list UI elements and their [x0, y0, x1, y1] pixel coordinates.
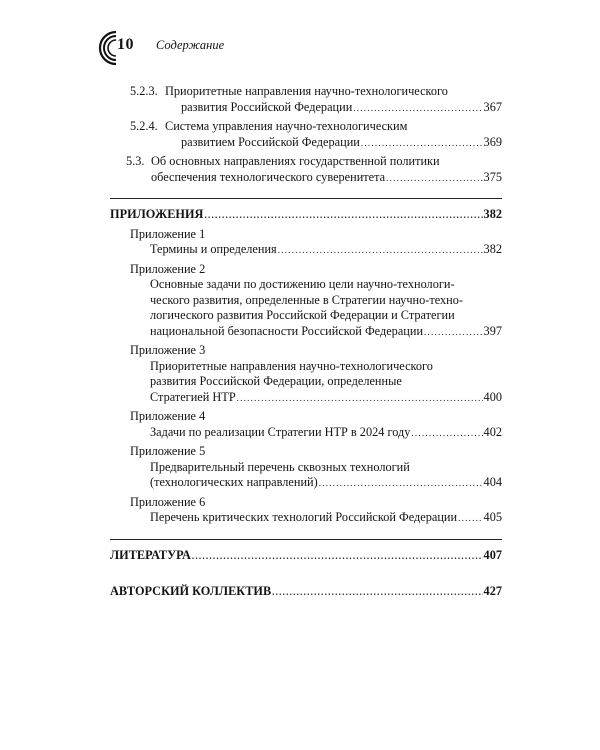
toc-entry-5-2-3[interactable]: [110, 84, 502, 116]
toc-page-number: 407: [483, 547, 502, 562]
toc-entry-text: Основные задачи по достижению цели научно-технологи-: [150, 277, 455, 291]
toc-page-number: 402: [483, 424, 502, 439]
leader-dots: [319, 475, 483, 492]
toc-entry-text: (технологических направлений): [150, 475, 318, 489]
toc-entry-text: обеспечения технологического суверенитета: [151, 169, 386, 184]
toc-entry-text: Об основных направлениях государственной политики: [151, 154, 440, 168]
toc-entry-text: развитием Российской Федерации: [181, 134, 360, 149]
toc-entry-appendix-5[interactable]: [110, 444, 502, 492]
toc-page-number: 405: [483, 510, 502, 524]
divider-line: [110, 539, 502, 540]
toc-entry-appendix-4[interactable]: [110, 409, 502, 441]
leader-dots: [278, 242, 483, 259]
toc-entry-text: Предварительный перечень сквозных технологий: [150, 459, 410, 474]
toc-entry-literature[interactable]: [110, 548, 502, 565]
toc-entry-appendix-3[interactable]: [110, 343, 502, 406]
leader-dots: [237, 390, 483, 407]
toc-entry-text: развития Российской Федерации, определенные: [150, 374, 402, 388]
leader-dots: [192, 548, 483, 565]
toc-entry-text: развития Российской Федерации: [181, 99, 353, 114]
toc-entry-text: логического развития Российской Федерации и Стратегии: [150, 308, 455, 322]
toc-entry-5-2-4[interactable]: [110, 119, 502, 151]
toc-entry-text: Приоритетные направления научно-технологического: [165, 84, 448, 98]
toc-page-number: 382: [483, 207, 502, 221]
toc-entry-text: Перечень критических технологий Российской Федерации: [150, 510, 458, 524]
leader-dots: [353, 100, 482, 117]
toc-entry-appendices[interactable]: [110, 207, 502, 224]
toc-entry-authors[interactable]: [110, 584, 502, 601]
toc-page-number: 397: [483, 323, 502, 338]
toc-entry-appendix-2[interactable]: [110, 262, 502, 341]
toc-entry-text: Стратегией НТР: [150, 389, 236, 404]
toc-page-number: 427: [483, 584, 502, 598]
toc-entry-text: Задачи по реализации Стратегии НТР в 2024 году: [150, 424, 411, 439]
page-number: 10: [117, 36, 134, 53]
leader-dots: [361, 135, 483, 152]
running-header-title: Содержание: [156, 38, 225, 52]
toc-heading: ЛИТЕРАТУРА: [110, 547, 191, 562]
toc-heading: АВТОРСКИЙ КОЛЛЕКТИВ: [110, 584, 272, 598]
toc-page-number: 400: [483, 389, 502, 404]
leader-dots: [458, 510, 482, 527]
toc-entry-text: Термины и определения: [150, 242, 277, 256]
toc-page-number: 382: [483, 242, 502, 256]
appendix-title: Приложение 6: [130, 494, 206, 509]
appendix-title: Приложение 1: [130, 226, 206, 241]
leader-dots: [272, 584, 482, 601]
divider-line: [110, 198, 502, 199]
toc-entry-5-3[interactable]: [110, 154, 502, 186]
toc-entry-text: национальной безопасности Российской Федерации: [150, 323, 424, 338]
toc-entry-text: Система управления научно-технологическим: [165, 119, 408, 133]
table-of-contents: [110, 84, 502, 601]
leader-dots: [411, 425, 482, 442]
toc-entry-appendix-1[interactable]: [110, 227, 502, 259]
appendix-title: Приложение 2: [130, 261, 206, 276]
leader-dots: [204, 207, 482, 224]
toc-entry-appendix-6[interactable]: [110, 495, 502, 527]
toc-entry-number: 5.2.3.: [130, 84, 158, 98]
toc-page-number: 404: [483, 475, 502, 489]
appendix-title: Приложение 5: [130, 444, 206, 458]
toc-entry-number: 5.3.: [126, 154, 145, 168]
toc-page-number: 369: [483, 134, 502, 149]
toc-heading: ПРИЛОЖЕНИЯ: [110, 207, 204, 221]
appendix-title: Приложение 4: [130, 409, 206, 423]
toc-entry-text: Приоритетные направления научно-технологического: [150, 358, 433, 373]
toc-entry-text: ческого развития, определенные в Стратегии научно-техно-: [150, 292, 463, 307]
appendix-title: Приложение 3: [130, 343, 206, 357]
leader-dots: [424, 324, 483, 341]
toc-entry-number: 5.2.4.: [130, 119, 158, 133]
leader-dots: [386, 170, 482, 187]
toc-page-number: 375: [483, 169, 502, 184]
toc-page-number: 367: [483, 99, 502, 114]
